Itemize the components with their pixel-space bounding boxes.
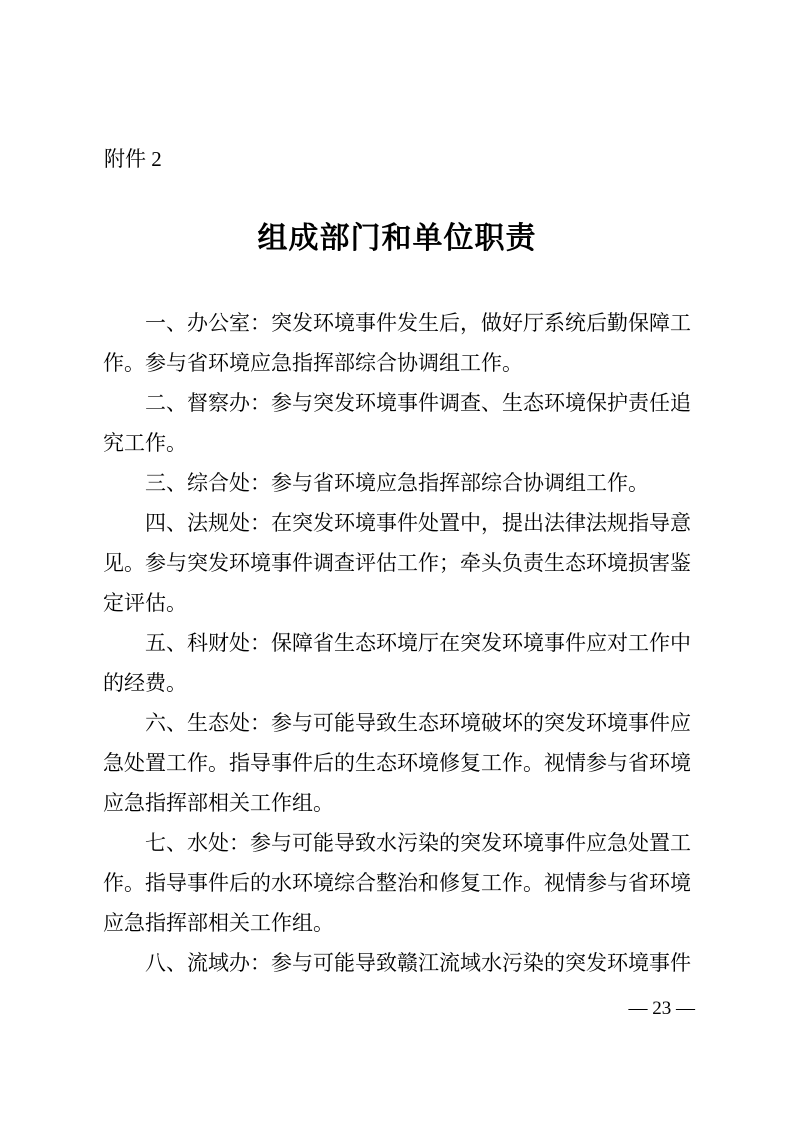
- annex-label: 附件 2: [104, 147, 162, 171]
- paragraph-3: 三、综合处：参与省环境应急指挥部综合协调组工作。: [145, 471, 649, 495]
- paragraph-8: 八、流域办：参与可能导致赣江流域水污染的突发环境事件: [145, 951, 691, 975]
- paragraph-4: 四、法规处：在突发环境事件处置中，提出法律法规指导意见。参与突发环境事件调查评估工作；牵头负责生态环境损害鉴定评估。: [103, 511, 691, 615]
- paragraph-6: 六、生态处：参与可能导致生态环境破坏的突发环境事件应急处置工作。指导事件后的生态环境修复工作。视情参与省环境应急指挥部相关工作组。: [103, 711, 691, 815]
- paragraph-1: 一、办公室：突发环境事件发生后，做好厅系统后勤保障工作。参与省环境应急指挥部综合协调组工作。: [103, 311, 691, 375]
- paragraph-5: 五、科财处：保障省生态环境厅在突发环境事件应对工作中的经费。: [103, 631, 691, 695]
- page-title: 组成部门和单位职责: [257, 222, 537, 255]
- page-number: — 23 —: [628, 998, 695, 1019]
- document-body: [103, 303, 691, 983]
- paragraph-7: 七、水处：参与可能导致水污染的突发环境事件应急处置工作。指导事件后的水环境综合整治和修复工作。视情参与省环境应急指挥部相关工作组。: [103, 831, 691, 935]
- paragraph-2: 二、督察办：参与突发环境事件调查、生态环境保护责任追究工作。: [103, 391, 691, 455]
